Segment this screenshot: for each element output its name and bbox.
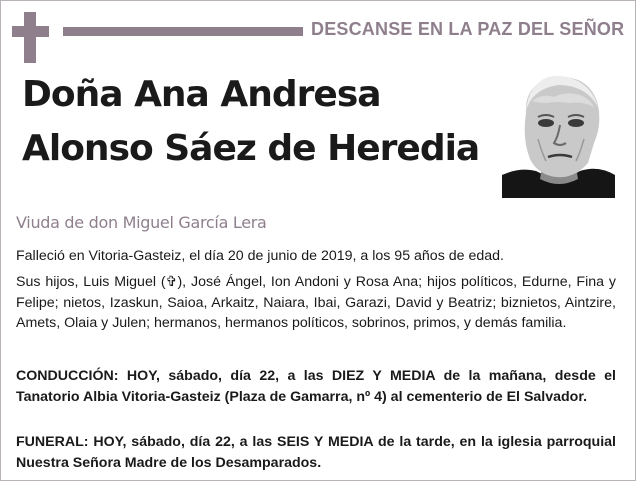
- conduccion-text: CONDUCCIÓN: HOY, sábado, día 22, a las DIEZ Y MEDIA de la mañana, desde el Tanatorio Albia Vitoria-Gasteiz (Plaza de Gamarra, nº 4) al cementerio de El Salvador.: [16, 368, 616, 405]
- header-rule: [63, 27, 303, 36]
- deceased-name-line1: Doña Ana Andresa: [22, 74, 381, 115]
- deceased-name-line2: Alonso Sáez de Heredia: [22, 128, 480, 169]
- funeral-text: FUNERAL: HOY, sábado, día 22, a las SEIS Y MEDIA de la tarde, en la iglesia parroquial Nuestra Señora Madre de los Desamparados.: [16, 434, 616, 471]
- death-notice: [16, 246, 616, 267]
- notice-header: DESCANSE EN LA PAZ DEL SEÑOR: [311, 19, 625, 39]
- family-text: Sus hijos, Luis Miguel (✞), José Ángel, Ion Andoni y Rosa Ana; hijos políticos, Edurne, Fina y Felipe; nietos, Izaskun, Saioa, Arkaitz, Naiara, Ibai, Garazi, David y Beatriz; biznietos, Aintzire, Amets, Olaia y Julen; hermanos, hermanos políticos, sobrinos, primos, y demás familia.: [16, 274, 616, 331]
- deceased-subtitle: Viuda de don Miguel García Lera: [16, 213, 267, 232]
- portrait-photo: [502, 67, 615, 198]
- funeral-paragraph: [16, 432, 616, 473]
- conduccion-paragraph: [16, 366, 616, 407]
- family-paragraph: [16, 272, 616, 334]
- cross-icon: [12, 12, 52, 63]
- death-notice-text: Falleció en Vitoria-Gasteiz, el día 20 de junio de 2019, a los 95 años de edad.: [16, 248, 504, 264]
